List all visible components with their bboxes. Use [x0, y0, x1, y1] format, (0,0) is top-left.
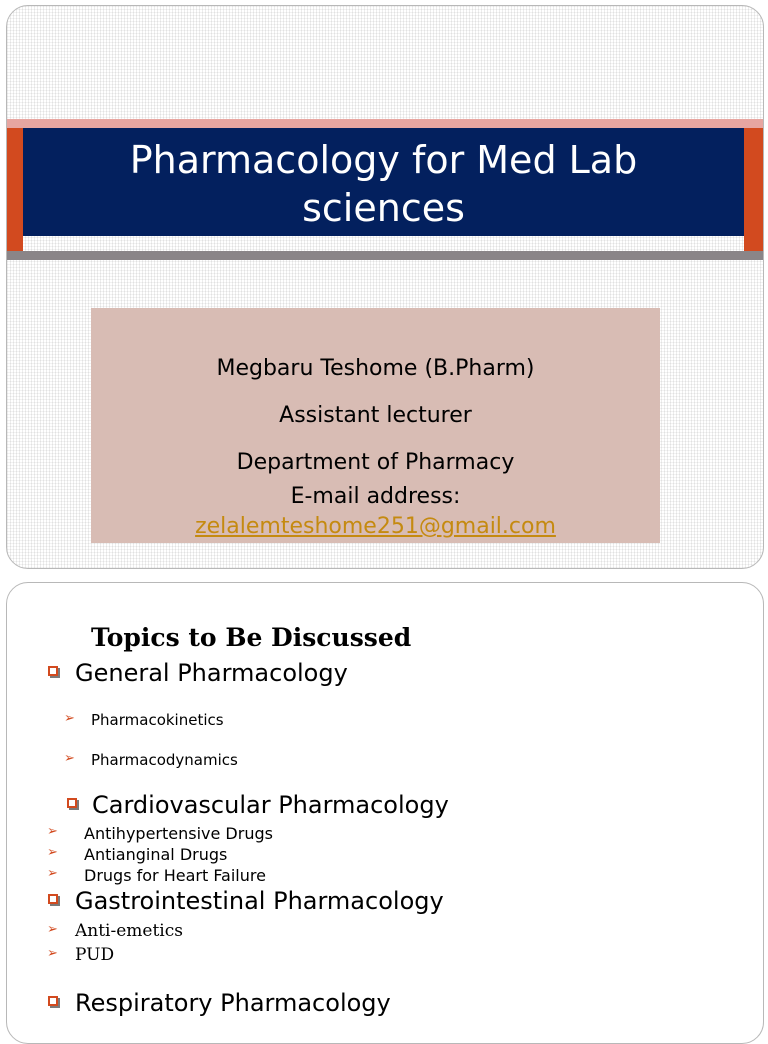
title-box	[23, 128, 744, 236]
arrow-bullet-icon: ➢	[47, 824, 58, 839]
topic-item: Anti-emetics	[75, 921, 183, 941]
section-title: Cardiovascular Pharmacology	[92, 791, 449, 819]
email-link[interactable]: zelalemteshome251@gmail.com	[195, 514, 556, 539]
slide-title: Pharmacology for Med Lab sciences	[129, 138, 638, 230]
email-label: E-mail address:	[290, 484, 461, 509]
topic-item: PUD	[75, 945, 115, 965]
arrow-bullet-icon: ➢	[64, 751, 75, 766]
section-title: Gastrointestinal Pharmacology	[75, 887, 444, 915]
topic-item: Antihypertensive Drugs	[84, 824, 273, 843]
section-title: General Pharmacology	[75, 659, 348, 687]
square-bullet-icon	[48, 666, 58, 676]
arrow-bullet-icon: ➢	[64, 711, 75, 726]
arrow-bullet-icon: ➢	[47, 866, 58, 881]
grey-divider	[7, 251, 763, 260]
topic-item: Drugs for Heart Failure	[84, 866, 266, 885]
arrow-bullet-icon: ➢	[47, 922, 58, 937]
right-accent-bar	[744, 128, 763, 251]
topic-item: Pharmacodynamics	[91, 751, 238, 769]
title-band	[7, 128, 763, 251]
arrow-bullet-icon: ➢	[47, 946, 58, 961]
topic-item: Antianginal Drugs	[84, 845, 228, 864]
author-position: Assistant lecturer	[279, 403, 472, 428]
square-bullet-icon	[48, 894, 58, 904]
author-department: Department of Pharmacy	[236, 450, 515, 475]
square-bullet-icon	[67, 798, 77, 808]
title-slide	[6, 5, 764, 569]
author-name: Megbaru Teshome (B.Pharm)	[216, 356, 535, 381]
pink-stripe	[7, 119, 763, 128]
topic-item: Pharmacokinetics	[91, 711, 224, 729]
square-bullet-icon	[48, 996, 58, 1006]
topics-slide	[6, 582, 764, 1044]
left-accent-bar	[7, 128, 23, 251]
section-title: Respiratory Pharmacology	[75, 989, 391, 1017]
topics-heading: Topics to Be Discussed	[91, 623, 412, 652]
arrow-bullet-icon: ➢	[47, 845, 58, 860]
author-info-box	[91, 308, 660, 543]
